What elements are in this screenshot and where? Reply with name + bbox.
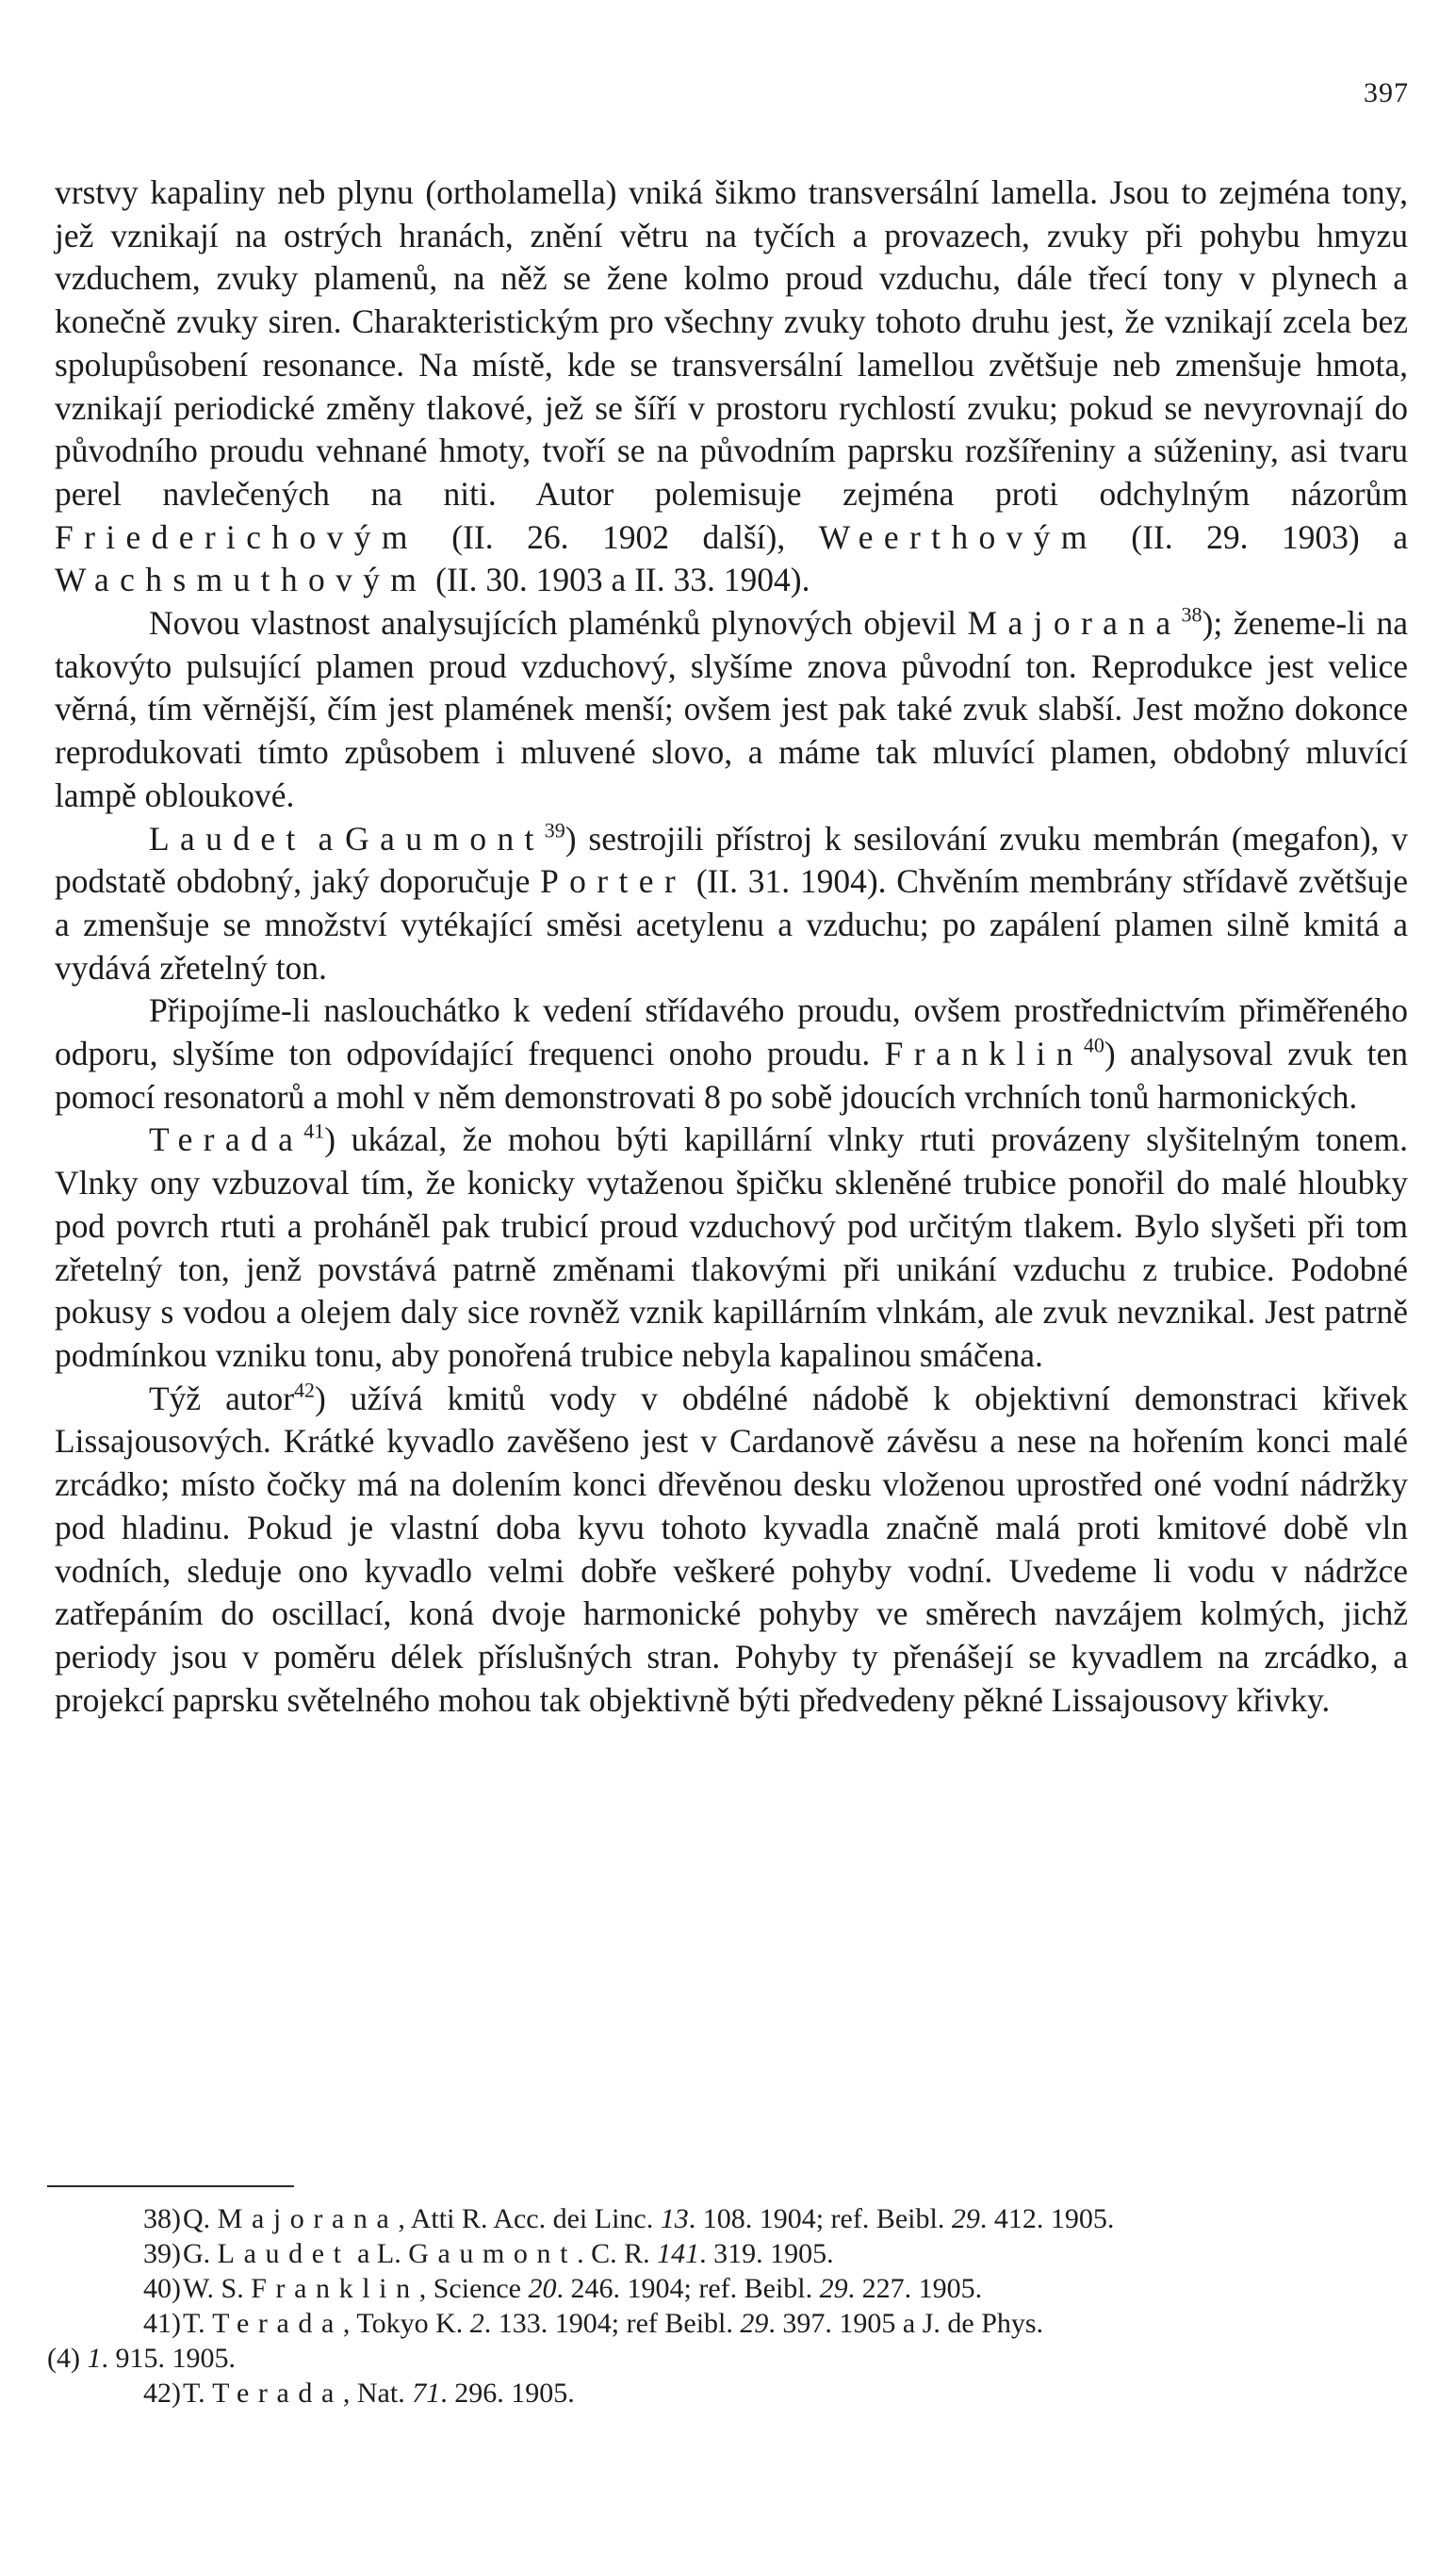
footnote-text: . 227. 1905. (847, 2273, 983, 2304)
author-name: Terada (212, 2308, 343, 2339)
footnote-text: W. S. (183, 2273, 252, 2304)
footnote-text: (4) (47, 2343, 88, 2374)
footnote-continuation (47, 2341, 1414, 2376)
footnote-number: 41) (143, 2308, 181, 2339)
footnote-text: a L. (350, 2238, 409, 2269)
footnote-text: . 296. 1905. (440, 2378, 575, 2409)
footnote-divider (47, 2185, 294, 2187)
author-name: Friederichovým (55, 517, 418, 556)
footnote-text: G. (183, 2238, 218, 2269)
footnote-text: . 397. 1905 a J. de Phys. (768, 2308, 1044, 2339)
paragraph-text: ) sestrojili přístroj k sesilování zvuku membrán (megafon), v podstatě obdobný, jaký doporučuje (55, 819, 1408, 901)
volume-number: 2 (469, 2308, 484, 2339)
volume-number: 1 (87, 2343, 102, 2374)
footnote-text: . 319. 1905. (699, 2238, 834, 2269)
footnote (47, 2236, 1414, 2271)
paragraph-text: (II. 26. 1902 další), (417, 517, 819, 556)
paragraph-text: ) analysoval zvuk ten pomocí resonatorů a mohl v něm demonstrovati 8 po sobě jdoucích vrchních tonů harmonických. (55, 1035, 1408, 1116)
paragraph-text: ) užívá kmitů vody v obdélné nádobě k objektivní demonstraci křivek Lissajousových. Krátké kyvadlo zavěšeno jest v Cardanově závěsu a nese na hořením konci malé zrcádko; místo čočky má na dolením konci dřevěnou desku vloženou uprostřed oné vodní nádržky pod hladinu. Pokud je vlastní doba kyvu tohoto kyvadla značně malá proti kmitové době vln vodních, sleduje ono kyvadlo velmi dobře veškeré pohyby vodní. Uvedeme li vodu v nádržce zatřepáním do oscillací, koná dvoje harmonické pohyby ve směrech navzájem kolmých, jichž periody jsou v poměru délek příslušných stran. Pohyby ty přenášejí se kyvadlem na zrcádko, a projekcí paprsku světelného mohou tak objektivně býti předvedeny pěkné Lissajousovy křivky. (55, 1379, 1408, 1719)
footnote-number: 40) (143, 2273, 181, 2304)
volume-number: 141 (657, 2238, 700, 2269)
author-name: Majorana (217, 2203, 399, 2234)
volume-number: 29 (740, 2308, 769, 2339)
volume-number: 13 (660, 2203, 689, 2234)
author-name: Terada (149, 1120, 304, 1159)
paragraph-text: ) ukázal, že mohou býti kapillární vlnky rtuti provázeny slyšitelným tonem. Vlnky ony vzbuzoval tím, že konicky vytaženou špičku skleněné trubice ponořil do malé hloubky pod povrch rtuti a proháněl pak trubicí proud vzduchový pod určitým tlakem. Bylo slyšeti při tom zřetelný ton, jenž povstává patrně změnami tlakovými při unikání vzduchu z trubice. Podobné pokusy s vodou a olejem daly sice rovněž vznik kapillárním vlnkám, ale zvuk nevznikal. Jest patrně podmínkou vzniku tonu, aby ponořená trubice nebyla kapalinou smáčena. (55, 1120, 1408, 1374)
footnote (47, 2376, 1414, 2411)
author-name: Franklin (251, 2273, 419, 2304)
footnote-text: . 915. 1905. (101, 2343, 236, 2374)
footnote-text: T. (183, 2378, 213, 2409)
footnotes (47, 2201, 1414, 2411)
paragraph-text: Připojíme-li naslouchátko k vedení střídavého proudu, ovšem prostřednictvím přiměřeného odporu, slyšíme ton odpovídající frequenci onoho proudu. (55, 991, 1408, 1073)
paragraph-text: Novou vlastnost analysujících plaménků plynových objevil (149, 604, 968, 643)
footnote-text: . C. R. (577, 2238, 658, 2269)
paragraph (55, 1378, 1408, 1723)
author-name: Majorana (967, 604, 1182, 643)
paragraph (55, 989, 1408, 1119)
paragraph-text: (II. 31. 1904). Chvěním membrány střídavě zvětšuje a zmenšuje se množství vytékající směsi acetylenu a vzduchu; po zapálení plamen silně kmitá a vydává zřetelný ton. (55, 862, 1409, 987)
volume-number: 71 (412, 2378, 441, 2409)
footnote (47, 2306, 1414, 2341)
footnote-reference: 39 (544, 817, 565, 842)
footnote-text: Q. (183, 2203, 218, 2234)
footnote-text: , Atti R. Acc. dei Linc. (398, 2203, 661, 2234)
footnote-text: T. (183, 2308, 213, 2339)
author-name: Laudet (217, 2238, 351, 2269)
paragraph (55, 818, 1408, 990)
footnote (47, 2201, 1414, 2236)
author-name: Gaumont (345, 819, 545, 858)
paragraph-text: Týž autor (149, 1379, 295, 1417)
author-name: Weerthovým (818, 517, 1098, 556)
footnote (47, 2271, 1414, 2306)
volume-number: 29 (819, 2273, 848, 2304)
footnote-number: 39) (143, 2238, 181, 2269)
author-name: Porter (540, 862, 686, 901)
footnote-text: . 133. 1904; ref Beibl. (483, 2308, 741, 2339)
paragraph-text: vrstvy kapaliny neb plynu (ortholamella) vniká šikmo transversální lamella. Jsou to zejména tony, jež vznikají na ostrých hranách, znění větru na tyčích a provazech, zvuky při pohybu hmyzu vzduchem, zvuky plamenů, na něž se žene kolmo proud vzduchu, dále třecí tony v plynech a konečně zvuky siren. Charakteristickým pro všechny zvuky tohoto druhu jest, že vznikají zcela bez spolupůsobení resonance. Na místě, kde se transversální lamellou zvětšuje neb zmenšuje hmota, vznikají periodické změny tlakové, jež se šíří v prostoru rychlostí zvuku; pokud se nevyrovnají do původního proudu vehnané hmoty, tvoří se na původním paprsku rozšířeniny a súženiny, asi tvaru perel navlečených na niti. Autor polemisuje zejména proti odchylným názorům (55, 173, 1408, 513)
footnote-text: . 108. 1904; ref. Beibl. (688, 2203, 952, 2234)
footnote-text: , Tokyo K. (342, 2308, 470, 2339)
author-name: Gaumont (408, 2238, 578, 2269)
paragraph-text: (II. 30. 1903 a II. 33. 1904). (427, 561, 810, 599)
footnote-number: 38) (143, 2203, 181, 2234)
body-text (55, 172, 1408, 1722)
paragraph-text: (II. 29. 1903) a (1097, 517, 1408, 556)
footnote-text: , Science (418, 2273, 529, 2304)
footnote-reference: 42 (294, 1378, 316, 1402)
footnote-reference: 41 (303, 1119, 325, 1143)
footnote-text: , Nat. (342, 2378, 413, 2409)
footnote-reference: 40 (1083, 1033, 1104, 1057)
author-name: Laudet (149, 819, 306, 858)
paragraph-text: ); ženeme-li na takovýto pulsující plamen proud vzduchový, slyšíme znova původní ton. Reprodukce jest velice věrná, tím věrnější, čím jest plamének menší; ovšem jest pak také zvuk slabší. Jest možno dokonce reprodukovati tímto způsobem i mluvené slovo, a máme tak mluvící plamen, obdobný mluvící lampě obloukové. (55, 604, 1408, 814)
paragraph (55, 602, 1408, 818)
paragraph (55, 172, 1408, 602)
paragraph (55, 1119, 1408, 1377)
footnote-reference: 38 (1181, 602, 1202, 627)
footnote-text: . 412. 1905. (979, 2203, 1115, 2234)
volume-number: 29 (951, 2203, 980, 2234)
author-name: Wachsmuthovým (55, 561, 428, 599)
footnote-text: . 246. 1904; ref. Beibl. (556, 2273, 820, 2304)
footnote-number: 42) (143, 2378, 181, 2409)
page-number: 397 (1364, 77, 1409, 108)
paragraph-text: a (305, 819, 346, 858)
author-name: Franklin (884, 1035, 1084, 1073)
volume-number: 20 (528, 2273, 557, 2304)
author-name: Terada (212, 2378, 343, 2409)
